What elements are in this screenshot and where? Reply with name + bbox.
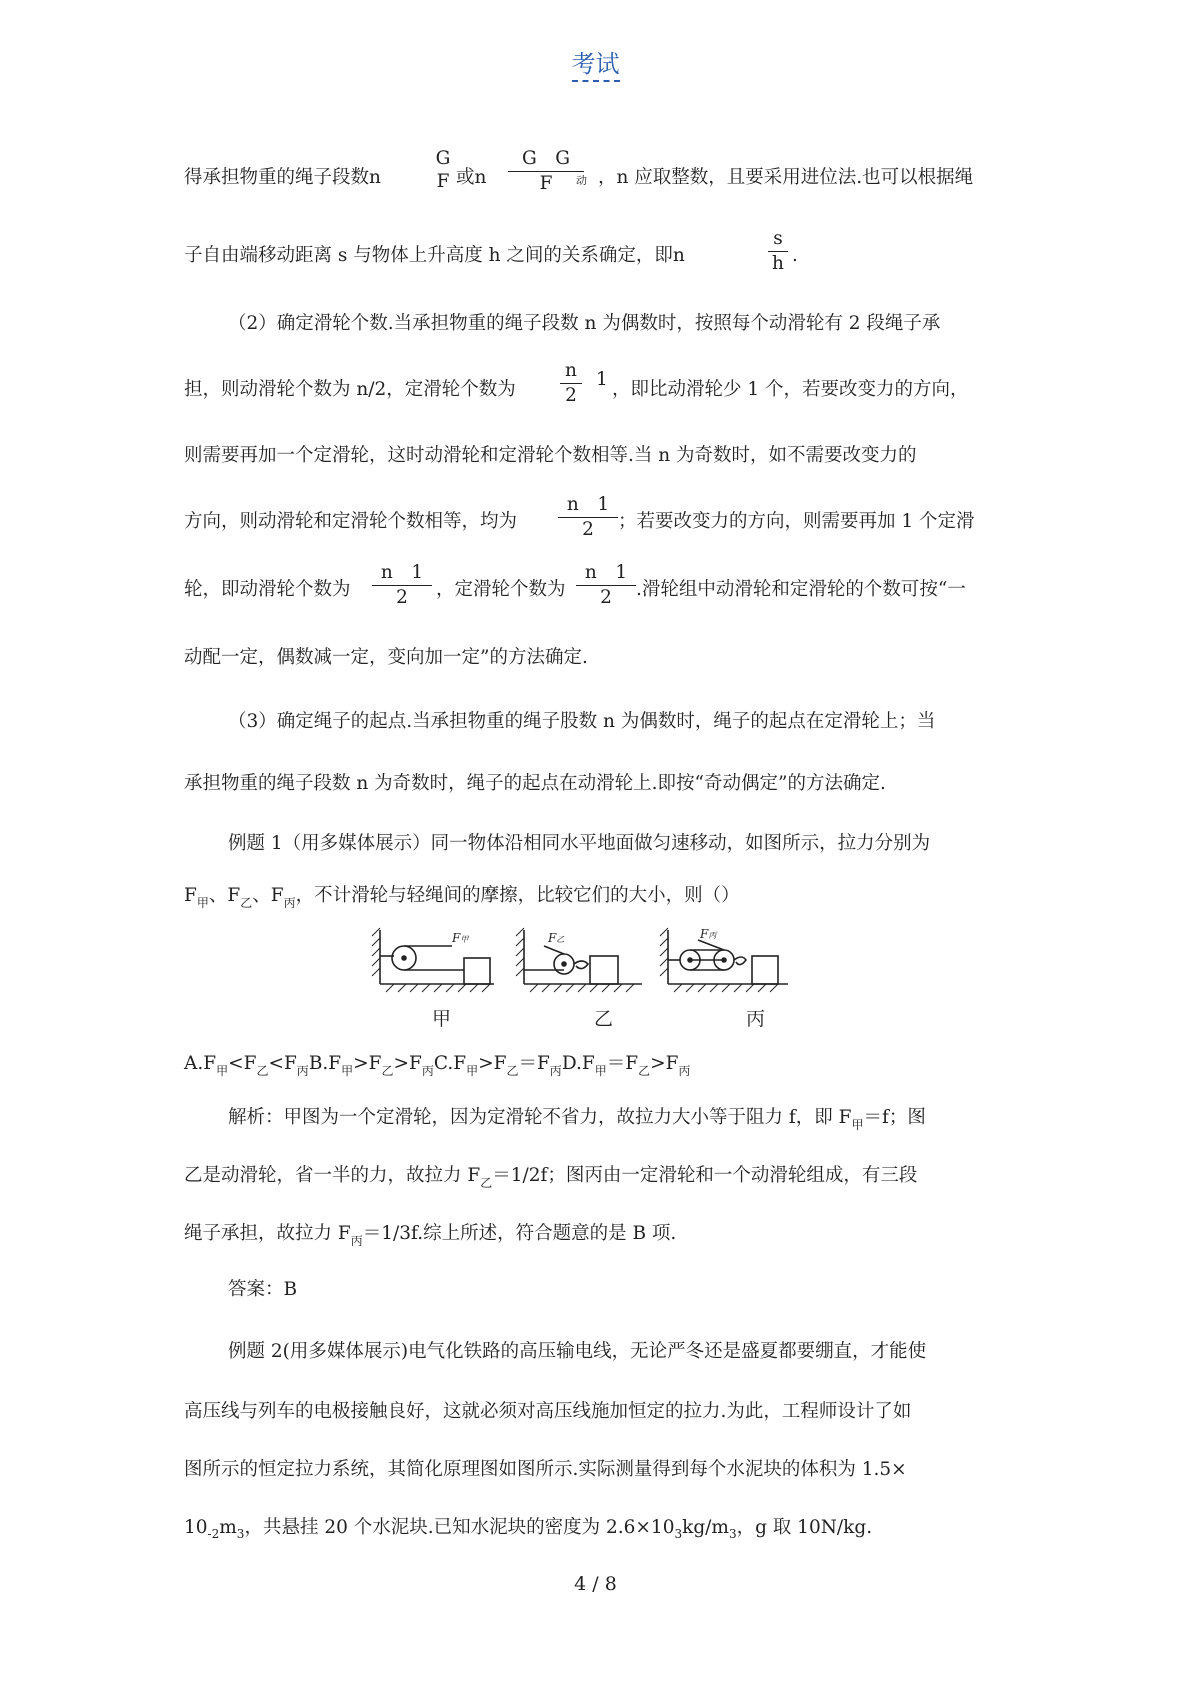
text-line: ，n 应取整数，且要采用进位法.也可以根据绳 <box>598 167 974 188</box>
fraction-s-over-h: s h <box>768 228 788 275</box>
text-line: （2）确定滑轮个数.当承担物重的绳子段数 n 为偶数时，按照每个动滑轮有 2 段绳子承 <box>228 313 941 334</box>
text-line: 高压线与列车的电极接触良好，这就必须对高压线施加恒定的拉力.为此，工程师设计了如 <box>184 1401 912 1422</box>
analysis-line: 乙是动滑轮，省一半的力，故拉力 $F_乙=1/2f$；图丙由一定滑轮和一个动滑轮组成，有三段 <box>184 1165 918 1190</box>
answer-line: 答案：B <box>228 1279 298 1300</box>
text-line: （3）确定绳子的起点.当承担物重的绳子股数 n 为偶数时，绳子的起点在定滑轮上；当 <box>228 711 936 732</box>
diagram-bing <box>660 928 788 992</box>
fraction-n-plus-1-over-2: n 1 2 <box>372 562 432 609</box>
fraction-n-plus-1-over-2: n 1 2 <box>558 494 618 541</box>
text-line: 方向，则动滑轮和定滑轮个数相等，均为 <box>184 511 518 532</box>
svg-text:F乙: F乙 <box>548 931 565 945</box>
text-line: 子自由端移动距离 s 与物体上升高度 h 之间的关系确定，即n <box>184 245 685 266</box>
figure-label-jia: 甲 <box>432 1008 452 1030</box>
text-line: 得承担物重的绳子段数n <box>184 167 381 188</box>
text-line: ，即比动滑轮少 1 个，若要改变力的方向， <box>612 379 969 400</box>
text-line: 轮，即动滑轮个数为 <box>184 579 351 600</box>
text-line: ；若要改变力的方向，则需要再加 1 个定滑 <box>618 511 975 532</box>
analysis-line: 绳子承担，故拉力 $F_丙=1/3f$.综上所述，符合题意的是 B 项. <box>184 1223 677 1248</box>
text-line: .滑轮组中动滑轮和定滑轮的个数可按“一 <box>636 579 966 600</box>
text-or: 或n <box>456 167 487 188</box>
fraction-g-over-f: G F <box>435 148 451 192</box>
svg-text:F丙: F丙 <box>700 927 717 941</box>
text-line: 例题 2(用多媒体展示)电气化铁路的高压输电线，无论严冬还是盛夏都要绷直，才能使 <box>228 1341 927 1362</box>
figure-label-yi: 乙 <box>594 1008 614 1030</box>
text-line: 则需要再加一个定滑轮，这时动滑轮和定滑轮个数相等.当 n 为奇数时，如不需要改变力的 <box>184 445 917 466</box>
text-line: 承担物重的绳子段数 n 为奇数时，绳子的起点在动滑轮上.即按“奇动偶定”的方法确定. <box>184 773 886 794</box>
text-line: $10_{-2}m_3$，共悬挂 20 个水泥块.已知水泥块的密度为 $2.6\times 10_3kg/m_3$，g 取 10N/kg. <box>184 1517 873 1541</box>
svg-text:F甲: F甲 <box>452 931 469 945</box>
analysis-line: 解析：甲图为一个定滑轮，因为定滑轮不省力，故拉力大小等于阻力 f，即 $F_甲=f$；图 <box>228 1107 926 1132</box>
page-number: 4 / 8 <box>574 1573 617 1595</box>
diagram-yi <box>516 928 642 992</box>
text-line: $F_甲$、$F_乙$、$F_丙$，不计滑轮与轻绳间的摩擦，比较它们的大小，则（） <box>184 885 740 910</box>
text-line: ，定滑轮个数为 <box>436 579 566 600</box>
fraction-g-plus-gdong-over-f: G G F <box>508 148 584 195</box>
fraction-n-minus-1-over-2: n 1 2 <box>576 562 636 609</box>
figure-label-bing: 丙 <box>746 1008 766 1030</box>
diagram-jia <box>372 928 494 992</box>
text-period: . <box>792 245 798 266</box>
fraction-n-over-2: n 2 <box>560 360 582 407</box>
text-one: 1 <box>596 369 608 390</box>
text-line: 例题 1（用多媒体展示）同一物体沿相同水平地面做匀速移动，如图所示，拉力分别为 <box>228 833 931 854</box>
answer-options: $A.F_甲<F_乙<F_丙B.F_甲>F_乙>F_丙C.F_甲>F_乙=F_丙D.F_甲=F_乙>F_丙$ <box>184 1053 691 1078</box>
text-line: 担，则动滑轮个数为 n/2，定滑轮个数为 <box>184 379 516 400</box>
header-exam-link[interactable]: 考试 <box>0 44 1191 79</box>
text-line: 动配一定，偶数减一定，变向加一定”的方法确定. <box>184 647 588 668</box>
subscript-dong: 动 <box>576 174 587 187</box>
text-line: 图所示的恒定拉力系统，其简化原理图如图所示.实际测量得到每个水泥块的体积为 1.5× <box>184 1459 907 1480</box>
